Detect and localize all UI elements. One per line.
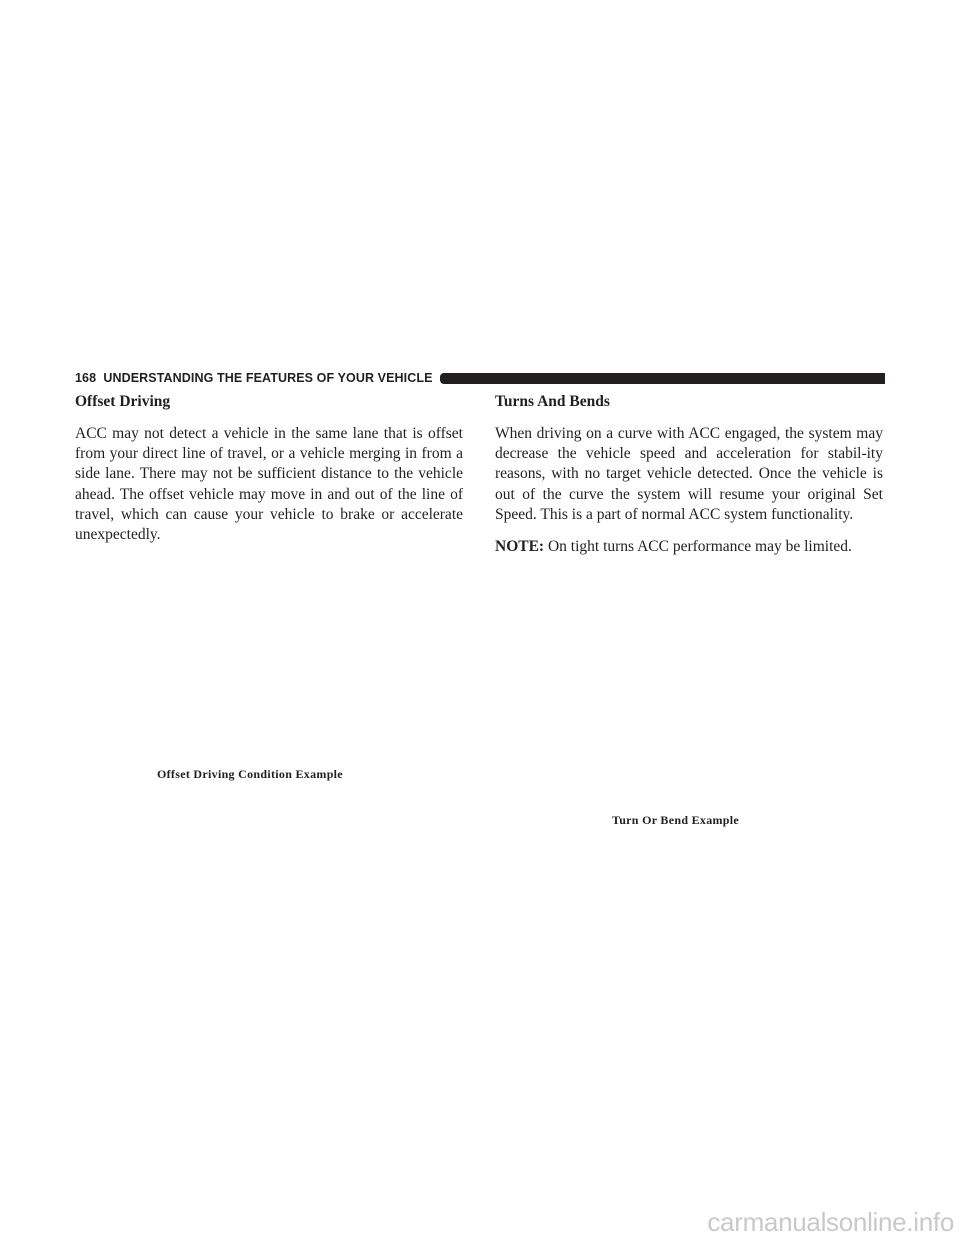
page-header-text bbox=[75, 371, 433, 385]
watermark: carmanualsonline.info bbox=[707, 1207, 954, 1237]
turns-and-bends-paragraph: When driving on a curve with ACC engaged, the system may decrease the vehicle speed and acceleration for stabil-ity reasons, with no target vehicle detected. Once the vehicle is out of the curve the system will resume your original Set Speed. This is a part of normal ACC system functionality. bbox=[495, 425, 883, 523]
left-column bbox=[75, 392, 463, 557]
page-number: 168 bbox=[75, 371, 97, 385]
right-column bbox=[495, 392, 883, 569]
section-title: UNDERSTANDING THE FEATURES OF YOUR VEHICLE bbox=[103, 371, 433, 385]
turn-bend-figure-caption: Turn Or Bend Example bbox=[612, 813, 740, 827]
header-bar bbox=[440, 373, 885, 384]
note-text: On tight turns ACC performance may be limited. bbox=[544, 538, 852, 556]
note-label: NOTE: bbox=[495, 538, 545, 556]
offset-driving-figure-caption: Offset Driving Condition Example bbox=[157, 767, 343, 781]
turns-and-bends-heading: Turns And Bends bbox=[495, 393, 610, 410]
offset-driving-paragraph: ACC may not detect a vehicle in the same lane that is offset from your direct line of travel, or a vehicle merging in from a side lane. There may not be sufficient distance to the vehicle ahead. The offset vehicle may move in and out of the line of travel, which can cause your vehicle to brake or accelerate unexpectedly. bbox=[75, 425, 463, 544]
page-header bbox=[75, 370, 885, 386]
offset-driving-heading: Offset Driving bbox=[75, 393, 171, 410]
note-paragraph bbox=[495, 537, 883, 557]
